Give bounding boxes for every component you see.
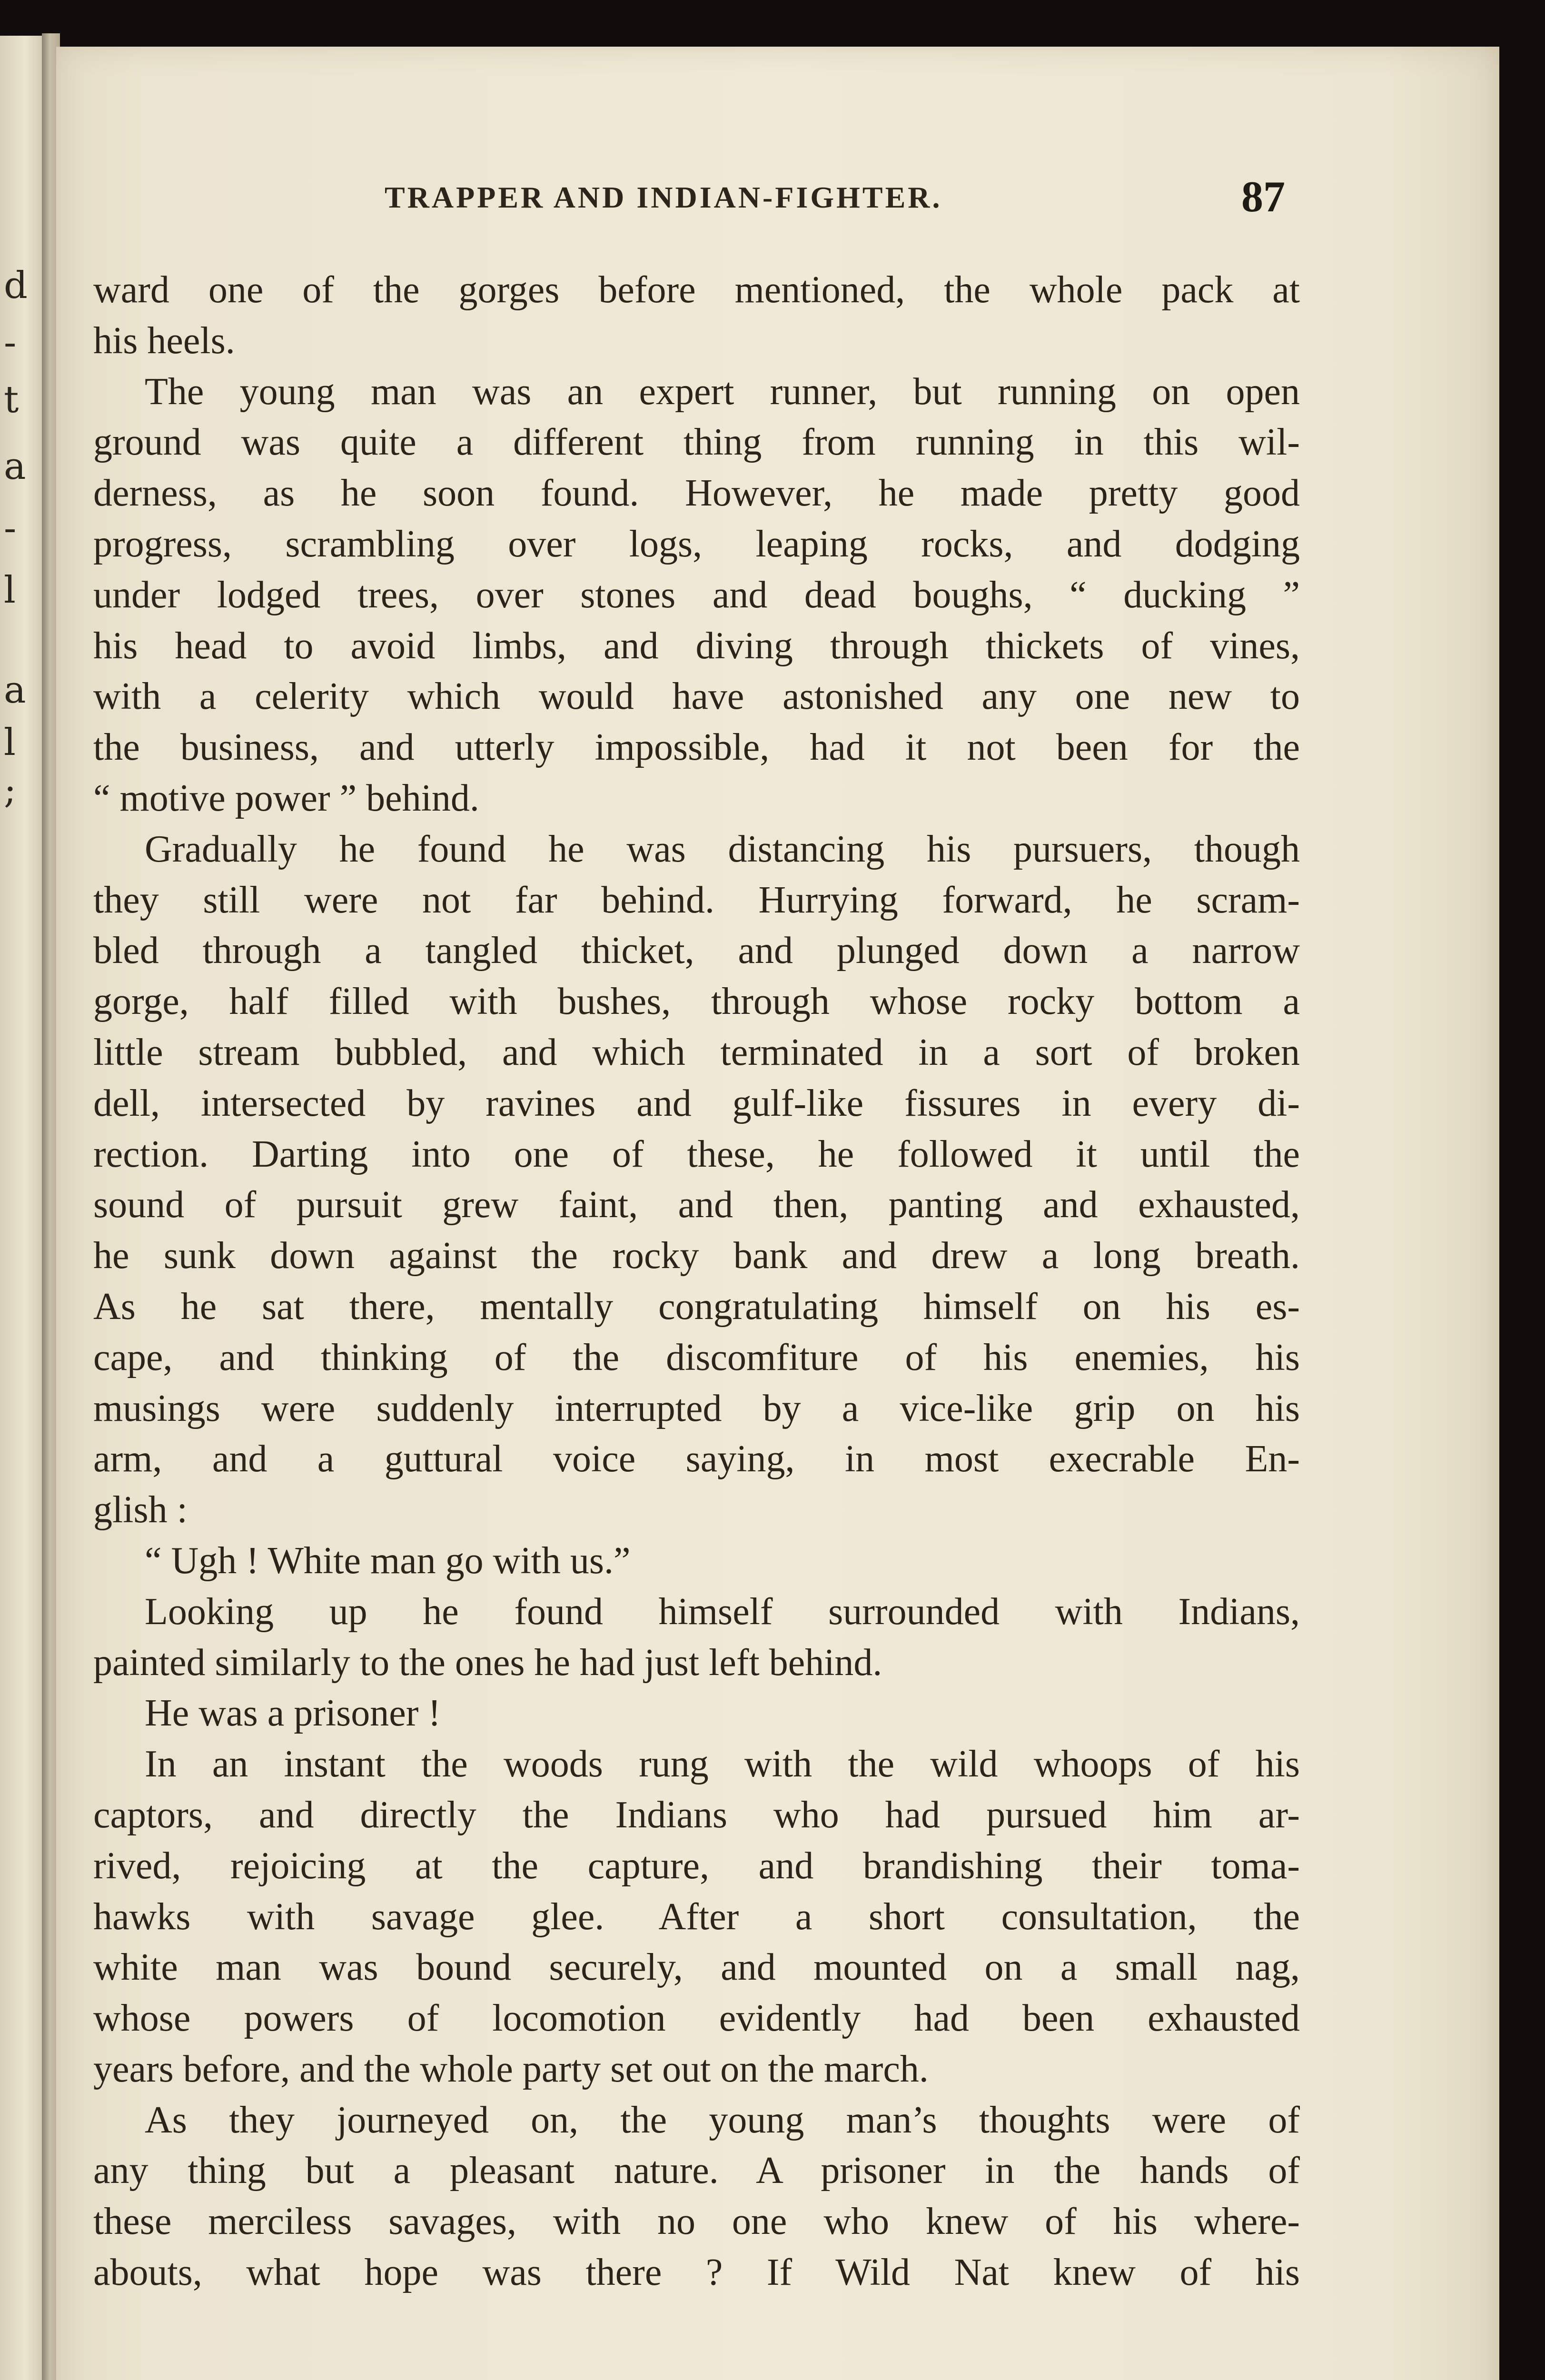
text-line: these merciless savages, with no one who knew of his where- — [93, 2201, 1300, 2243]
text-line: musings were suddenly interrupted by a vice-like grip on his — [93, 1387, 1300, 1429]
text-line: under lodged trees, over stones and dead boughs, “ ducking ” — [93, 574, 1300, 616]
text-line: In an instant the woods rung with the wild whoops of his — [145, 1743, 1300, 1785]
text-line: with a celerity which would have astonished any one new to — [93, 675, 1300, 718]
text-line: bled through a tangled thicket, and plunged down a narrow — [93, 930, 1300, 972]
facing-page-fragment: d — [4, 264, 28, 307]
page-header — [56, 171, 1499, 228]
text-line: “ motive power ” behind. — [93, 777, 479, 819]
text-line: derness, as he soon found. However, he made pretty good — [93, 472, 1300, 515]
text-line: glish : — [93, 1489, 188, 1531]
text-line: ward one of the gorges before mentioned, the whole pack at — [93, 269, 1300, 311]
page-number: 87 — [1241, 172, 1285, 221]
book-page — [56, 47, 1499, 2380]
text-line: he sunk down against the rocky bank and drew a long breath. — [93, 1235, 1300, 1277]
facing-page-fragment: l — [4, 569, 16, 612]
text-line: sound of pursuit grew faint, and then, panting and exhausted, — [93, 1184, 1300, 1226]
facing-page-fragment: a — [4, 669, 26, 712]
text-line: cape, and thinking of the discomfiture of his enemies, his — [93, 1336, 1300, 1378]
text-line: captors, and directly the Indians who had pursued him ar- — [93, 1794, 1300, 1836]
text-line: He was a prisoner ! — [145, 1692, 441, 1735]
facing-page-fragment: a — [4, 445, 26, 488]
text-line: progress, scrambling over logs, leaping rocks, and dodging — [93, 523, 1300, 565]
text-line: years before, and the whole party set out on the march. — [93, 2048, 929, 2090]
text-line: Looking up he found himself surrounded with Indians, — [145, 1590, 1300, 1633]
text-line: white man was bound securely, and mounted on a small nag, — [93, 1946, 1300, 1989]
text-line: painted similarly to the ones he had just left behind. — [93, 1641, 882, 1684]
text-line: his head to avoid limbs, and diving through thickets of vines, — [93, 625, 1300, 667]
text-line: “ Ugh ! White man go with us.” — [145, 1539, 631, 1582]
text-line: dell, intersected by ravines and gulf-like fissures in every di- — [93, 1082, 1300, 1124]
text-line: The young man was an expert runner, but running on open — [145, 370, 1300, 413]
text-line: the business, and utterly impossible, had it not been for the — [93, 726, 1300, 769]
text-line: rection. Darting into one of these, he followed it until the — [93, 1133, 1300, 1175]
body-text — [93, 265, 1300, 2298]
facing-page-fragment: ; — [4, 769, 17, 812]
facing-page-fragment: l — [4, 721, 16, 764]
text-line: As they journeyed on, the young man’s thoughts were of — [145, 2099, 1300, 2141]
text-line: ground was quite a different thing from running in this wil- — [93, 421, 1300, 464]
facing-page-fragment: - — [4, 507, 17, 550]
text-line: Gradually he found he was distancing his pursuers, though — [145, 828, 1300, 870]
text-line: arm, and a guttural voice saying, in most execrable En- — [93, 1438, 1300, 1480]
facing-page-fragment: t — [4, 378, 19, 421]
running-title: TRAPPER AND INDIAN-FIGHTER. — [385, 180, 942, 214]
text-line: gorge, half filled with bushes, through whose rocky bottom a — [93, 981, 1300, 1023]
text-line: As he sat there, mentally congratulating himself on his es- — [93, 1285, 1300, 1328]
text-line: his heels. — [93, 319, 235, 362]
facing-page-fragment: - — [4, 321, 17, 364]
text-line: little stream bubbled, and which terminated in a sort of broken — [93, 1031, 1300, 1073]
text-line: whose powers of locomotion evidently had been exhausted — [93, 1997, 1300, 2040]
text-line: rived, rejoicing at the capture, and brandishing their toma- — [93, 1844, 1300, 1887]
text-line: any thing but a pleasant nature. A prisoner in the hands of — [93, 2150, 1300, 2192]
facing-page-edge — [0, 36, 45, 2380]
text-line: they still were not far behind. Hurrying forward, he scram- — [93, 879, 1300, 921]
text-line: hawks with savage glee. After a short consultation, the — [93, 1895, 1300, 1938]
text-line: abouts, what hope was there ? If Wild Nat knew of his — [93, 2251, 1300, 2294]
